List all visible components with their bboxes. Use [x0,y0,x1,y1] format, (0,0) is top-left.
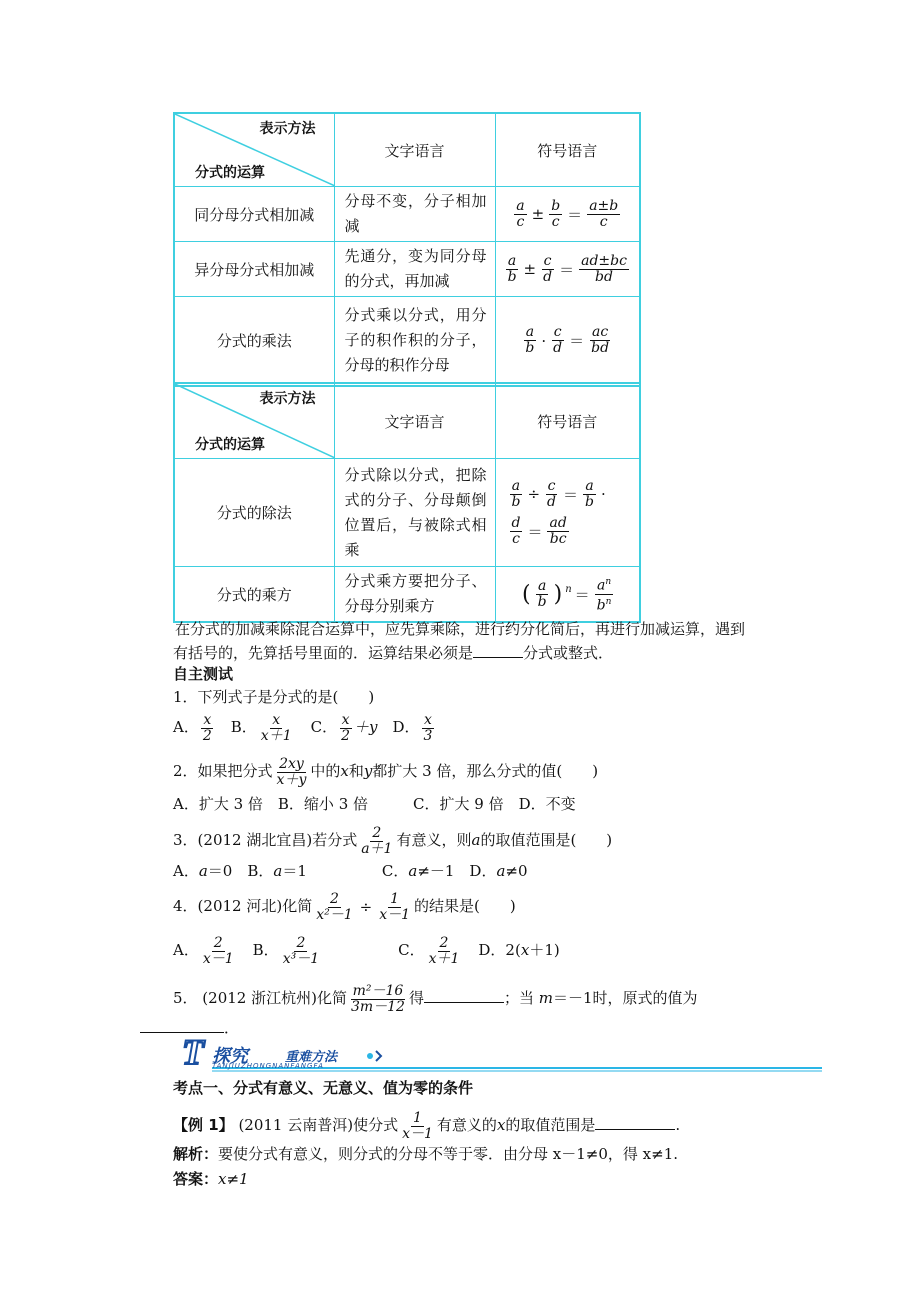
row-name: 分式的除法 [174,459,334,567]
q5-text-a: 5． (2012 浙江杭州)化简 [173,989,347,1007]
row-name: 异分母分式相加减 [174,242,334,297]
row-name: 同分母分式相加减 [174,187,334,242]
table-header-diagonal [174,113,334,187]
col-symbol-language: 符号语言 [495,113,640,187]
q4-text-b: 的结果是( ) [414,897,516,915]
header-method: 表示方法 [259,391,316,407]
banner-title: 探究 [212,1046,248,1067]
question-5-stem: 5． (2012 浙江杭州)化简 $\frac{\text{m²－16}}{3m-12}$ 得 ；当 m＝－1时，原式的值为 [173,982,698,1015]
col-text-language: 文字语言 [334,113,495,187]
formula-multiplication: $\frac{a}{b}$ · $\frac{c}{d}$ ＝ $\frac{ac}{bd}$ [495,297,640,386]
question-3-stem: 3．(2012 湖北宜昌)若分式 $\frac{2}{a+1}$ 有意义，则a的取值范围是( ) [173,824,613,857]
example-text-b: 有意义的 [436,1116,497,1134]
question-4-options: A． $\frac{2}{x-1}$ B． $\frac{2}{\text{x³－1}}$ C． $\frac{2}{x+1}$ D．2(x＋1) [173,934,560,967]
col-text-language: 文字语言 [334,383,495,459]
row-text: 分式除以分式，把除式的分子、分母颠倒位置后，与被除式相乘 [334,459,495,567]
col-symbol-language: 符号语言 [495,383,640,459]
paragraph-end: 分式或整式． [523,644,614,662]
q2-text-d: 都扩大 3 倍，那么分式的值( ) [372,762,599,780]
formula-power: ( $\frac{a}{b}$ ) $^n$ ＝ $\frac{a^n}{b^n}$ [495,567,640,623]
row-text: 分式乘方要把分子、分母分别乘方 [334,567,495,623]
row-name: 分式的乘法 [174,297,334,386]
answer-text: x≠1 [218,1170,249,1188]
row-name: 分式的乘方 [174,567,334,623]
q2-text-b: 中的 [310,762,341,780]
svg-text:T: T [182,1034,204,1072]
q3-text-b: 有意义，则 [396,831,472,849]
formula-diff-denominator: $\frac{a}{b}$ ± $\frac{c}{d}$ ＝ $\frac{ad\pm bc}{bd}$ [495,242,640,297]
operations-table-1 [173,112,641,387]
row-text: 分母不变，分子相加减 [334,187,495,242]
table-header-diagonal [174,383,334,459]
question-1-options: A． $\frac{x}{2}$ B． $\frac{x}{x+1}$ C． $\frac{x}{2}$ ＋y D． $\frac{x}{3}$ [173,711,433,744]
paragraph-text: 有括号的，先算括号里面的．运算结果必须是 [173,644,474,662]
q3-text-a: 3．(2012 湖北宜昌)若分式 [173,831,358,849]
q5-text-b: 得 [408,989,424,1007]
question-5-blank-line: ． [140,1017,239,1039]
analysis-label: 解析： [173,1145,219,1163]
question-2-stem: 2．如果把分式 $\frac{2xy}{x+y}$ 中的x和y都扩大 3 倍，那么分式的值( ) [173,755,599,788]
example-1: 【例 1】 (2011 云南普洱)使分式 $\frac{1}{x-1}$ 有意义的x的取值范围是 . [173,1109,681,1142]
header-method: 表示方法 [259,121,316,137]
example-text-c: 的取值范围是 [505,1116,596,1134]
formula-same-denominator: $\frac{a}{c}$ ± $\frac{b}{c}$ ＝ $\frac{a\pm b}{c}$ [495,187,640,242]
operations-table-2 [173,382,641,623]
example-tag: 【例 1】 [173,1116,234,1134]
section-banner [172,1034,822,1074]
row-text: 先通分，变为同分母的分式，再加减 [334,242,495,297]
fill-blank[interactable] [424,1002,504,1003]
analysis [173,1143,678,1165]
header-operation: 分式的运算 [195,165,265,181]
fill-blank[interactable] [473,657,523,658]
paragraph-line-1: 在分式的加减乘除混合运算中，应先算乘除，进行约分化简后，再进行加减运算，遇到 [175,620,746,638]
question-2-options: A．扩大 3 倍 B．缩小 3 倍 C．扩大 9 倍 D．不变 [173,795,576,813]
q5-text-c: ；当 [503,989,534,1007]
question-1-stem: 1．下列式子是分式的是( ) [173,688,375,706]
section-title: 自主测试 [173,665,234,683]
q5-text-d: 时，原式的值为 [592,989,698,1007]
q3-text-c: 的取值范围是( ) [480,831,613,849]
question-3-options: A．a＝0 B．a＝1 C．a≠－1 D．a≠0 [173,862,528,880]
example-text-a: (2011 云南普洱)使分式 [238,1116,399,1134]
paragraph-line-2 [173,642,613,664]
q2-text-c: 和 [348,762,364,780]
banner-subtitle: 重难方法 [285,1050,338,1065]
answer-label: 答案： [173,1170,219,1188]
question-4-stem: 4．(2012 河北)化简 $\frac{2}{\text{x²－1}}$ ÷ $\frac{1}{x-1}$ 的结果是( ) [173,890,516,923]
point-title: 考点一、分式有意义、无意义、值为零的条件 [173,1079,474,1097]
formula-division: $\frac{a}{b}$ ÷ $\frac{c}{d}$ ＝ $\frac{a}{b}$ · $\frac{d}{c}$ ＝ $\frac{ad}{bc}$ [495,459,640,567]
row-text: 分式乘以分式，用分子的积作积的分子，分母的积作分母 [334,297,495,386]
fill-blank[interactable] [140,1032,224,1033]
banner-pinyin: TANJIUZHONGNANFANGFA [212,1062,324,1070]
q4-text-a: 4．(2012 河北)化简 [173,897,313,915]
answer [173,1168,249,1190]
fill-blank[interactable] [595,1129,675,1130]
q2-text-a: 2．如果把分式 [173,762,273,780]
header-operation: 分式的运算 [195,437,265,453]
analysis-text: 要使分式有意义，则分式的分母不等于零．由分母 x－1≠0，得 x≠1. [218,1145,679,1163]
